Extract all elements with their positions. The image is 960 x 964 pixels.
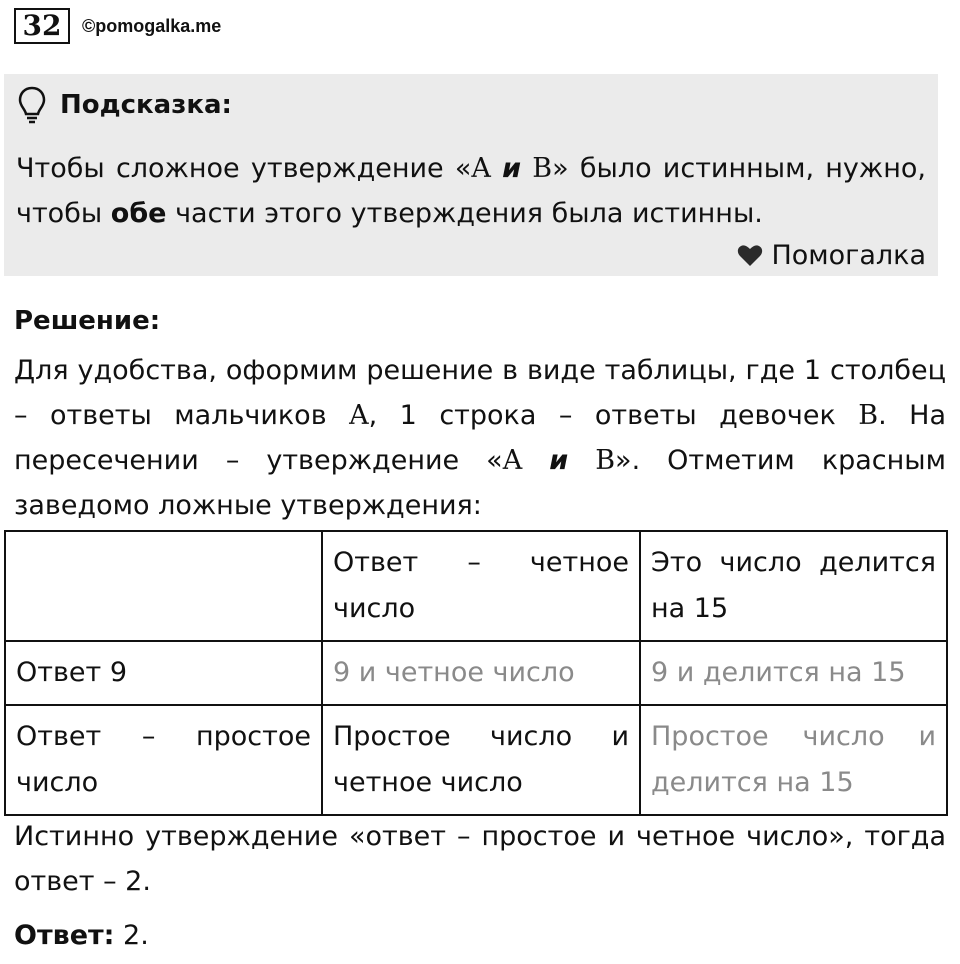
table-row	[5, 641, 947, 705]
signature	[737, 240, 926, 271]
conclusion-text: Истинно утверждение «ответ – простое и четное число», тогда ответ – 2.	[14, 821, 946, 897]
table-cell: Ответ 9	[5, 641, 322, 705]
answer-value: 2.	[114, 920, 149, 951]
table-cell: Ответ – простое число	[5, 705, 322, 815]
table-cell: 9 и делится на 15	[640, 641, 947, 705]
hint-title-text: Подсказка:	[60, 90, 232, 120]
heart-icon	[737, 244, 763, 268]
lightbulb-icon	[18, 86, 46, 124]
solution-title: Решение:	[14, 306, 161, 336]
hint-box	[4, 74, 938, 276]
header	[14, 6, 221, 46]
table-cell: Ответ – четное число	[322, 531, 640, 641]
answer-line	[14, 920, 149, 951]
signature-text: Помогалка	[771, 240, 926, 271]
table-cell	[5, 531, 322, 641]
table-cell: 9 и четное число	[322, 641, 640, 705]
table-cell: Простое число и четное число	[322, 705, 640, 815]
site-watermark: ©pomogalka.me	[82, 15, 222, 36]
solution-table	[4, 530, 948, 816]
table-cell: Простое число и делится на 15	[640, 705, 947, 815]
table-row	[5, 705, 947, 815]
answer-label: Ответ:	[14, 920, 115, 951]
table-row	[5, 531, 947, 641]
hint-text: Чтобы сложное утверждение «A и B» было истинным, нужно, чтобы обе части этого утверждения была истинны.	[16, 153, 926, 229]
solution-text: Для удобства, оформим решение в виде таблицы, где 1 столбец – ответы мальчиков A, 1 строка – ответы девочек B. На пересечении – утверждение «A и B». Отметим красным заведомо ложные утверждения:	[14, 355, 946, 521]
table-cell: Это число делится на 15	[640, 531, 947, 641]
hint-title	[18, 86, 232, 124]
task-number: 32	[14, 8, 70, 44]
